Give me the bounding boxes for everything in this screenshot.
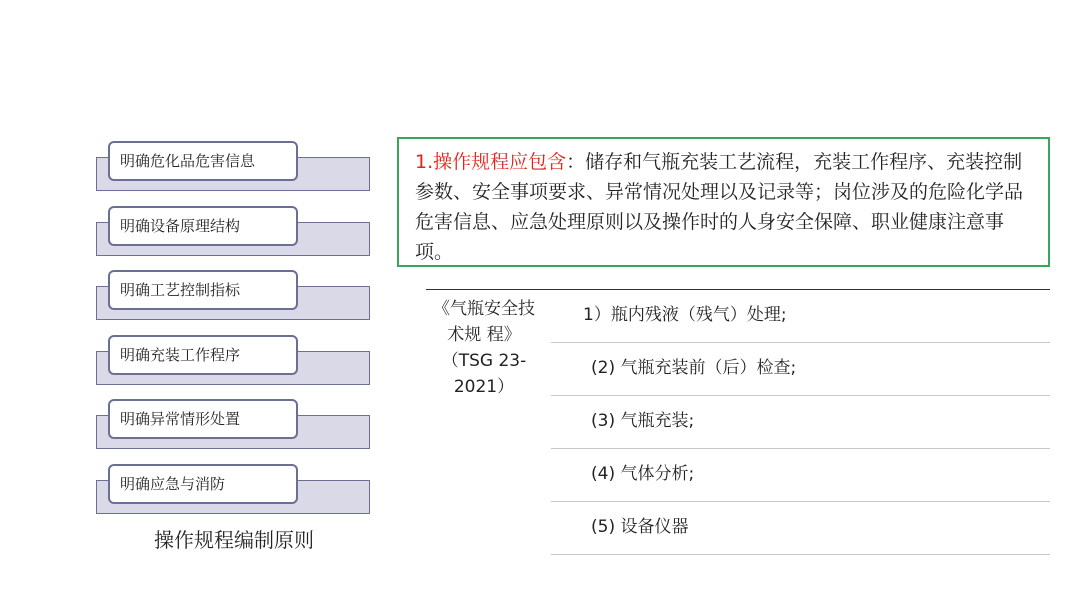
table-row	[551, 502, 1050, 555]
principle-label: 明确应急与消防	[108, 464, 298, 504]
principle-label: 明确工艺控制指标	[108, 270, 298, 310]
principle-label: 明确危化品危害信息	[108, 141, 298, 181]
principle-item	[96, 399, 372, 451]
regulation-title: 《气瓶安全技术规 程》（TSG 23-2021）	[433, 299, 535, 397]
table-row	[551, 396, 1050, 449]
requirement-box	[397, 137, 1050, 267]
requirement-lead: 1.操作规程应包含	[415, 151, 567, 173]
principles-caption: 操作规程编制原则	[154, 528, 314, 552]
principle-item	[96, 464, 372, 516]
table-row	[551, 449, 1050, 502]
principle-label: 明确设备原理结构	[108, 206, 298, 246]
table-row	[551, 343, 1050, 396]
principle-item	[96, 335, 372, 387]
principle-item	[96, 206, 372, 258]
principle-item	[96, 270, 372, 322]
principle-item	[96, 141, 372, 193]
regulation-item: (5) 设备仪器	[591, 517, 689, 537]
principle-label: 明确充装工作程序	[108, 335, 298, 375]
regulation-item: (2) 气瓶充装前（后）检查;	[591, 358, 797, 378]
table-row	[551, 290, 1050, 343]
regulation-item: (4) 气体分析;	[591, 464, 695, 484]
regulation-item: 1）瓶内残液（残气）处理;	[583, 305, 787, 325]
regulation-item: (3) 气瓶充装;	[591, 411, 695, 431]
principle-label: 明确异常情形处置	[108, 399, 298, 439]
requirement-body: ：储存和气瓶充装工艺流程，充装工作程序、充装控制参数、安全事项要求、异常情况处理以及记录等；岗位涉及的危险化学品危害信息、应急处理原则以及操作时的人身安全保障、职业健康注意事项。	[415, 151, 1024, 263]
